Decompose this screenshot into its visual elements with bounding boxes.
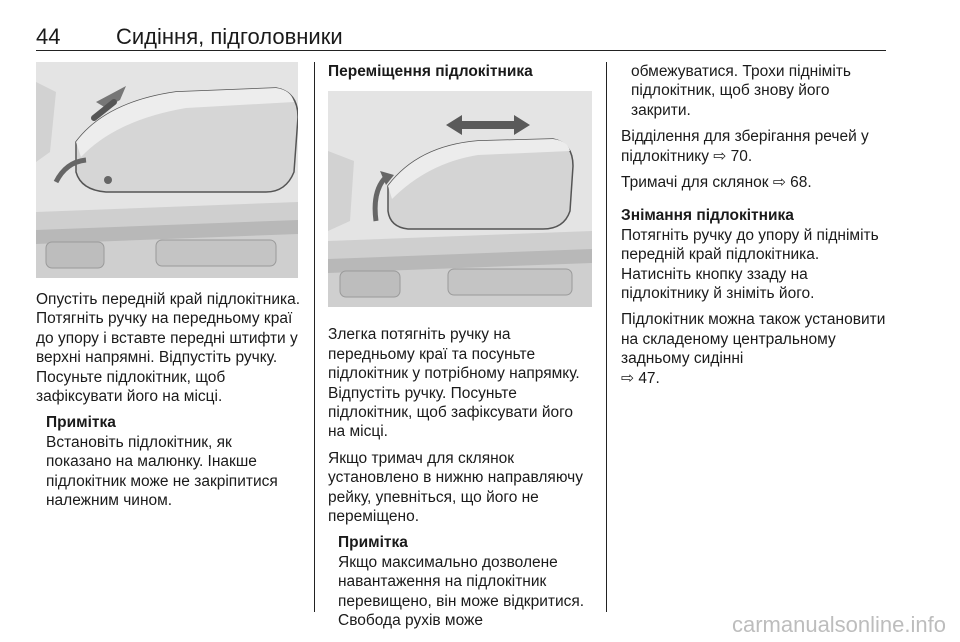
note-block [36, 413, 301, 510]
armrest-install-illustration [36, 62, 298, 278]
paragraph: Злегка потягніть ручку на передньому краї та посуньте підлокітник у потрібному напрямку. Відпустіть ручку. Посуньте підлокітник, щоб зафіксувати його на місці. [328, 326, 580, 441]
page-ref-icon: ⇨ [713, 146, 727, 165]
note-text: Встановіть підлокітник, як показано на малюнку. Інакше підлокітник може не закріпитися належним чином. [46, 433, 278, 510]
paragraph: Потягніть ручку до упору й підніміть передній край підлокітника. Натисніть кнопку ззаду на підлокітнику й зніміть його. [621, 226, 879, 303]
paragraph: Опустіть передній край підлокітника. Потягніть ручку на передньому краї до упору і вставте передні штифти у верхні напрямні. Відпустіть ручку. Посуньте підлокітник, щоб зафіксувати його на місці. [36, 291, 301, 406]
paragraph: обмежуватися. Трохи підніміть підлокітник, щоб знову його закрити. [631, 63, 851, 119]
header-rule [36, 50, 886, 51]
page-header [36, 24, 886, 52]
page-ref-icon: ⇨ [621, 368, 634, 387]
note-title: Примітка [338, 534, 408, 552]
column-3 [621, 62, 886, 388]
page-ref-icon: ⇨ [772, 173, 786, 192]
section-heading: Знімання підлокітника [621, 207, 794, 225]
column-1 [36, 62, 301, 510]
page-number: 44 [36, 24, 61, 49]
page-ref-link[interactable]: 70. [730, 147, 753, 165]
page-title: Сидіння, підголовники [116, 24, 343, 49]
section-heading: Переміщення підлокітника [328, 63, 533, 80]
page-ref-link[interactable]: 68. [790, 174, 812, 192]
paragraph-text: Тримачі для склянок [621, 174, 773, 192]
watermark: carmanualsonline.info [731, 612, 946, 637]
cross-reference-paragraph [621, 127, 886, 166]
column-2 [328, 62, 592, 631]
note-title: Примітка [46, 414, 116, 432]
column-divider-1 [314, 62, 315, 612]
note-block [328, 533, 592, 630]
armrest-move-illustration [328, 91, 592, 307]
paragraph: Якщо тримач для склянок установлено в нижню направляючу рейку, упевніться, що його не переміщено. [328, 449, 583, 526]
column-divider-2 [606, 62, 607, 612]
note-text: Якщо максимально дозволене навантаження на підлокітник перевищено, він може відкритися. Свобода рухів може [338, 553, 585, 630]
page-ref-link[interactable]: 47. [638, 369, 660, 387]
paragraph-text: Підлокітник можна також установити на складеному центральному задньому сидінні [621, 311, 886, 368]
cross-reference-paragraph [621, 173, 886, 192]
paragraph-text: Відділення для зберігання речей у підлокітнику [621, 128, 869, 165]
paragraph [621, 310, 886, 388]
